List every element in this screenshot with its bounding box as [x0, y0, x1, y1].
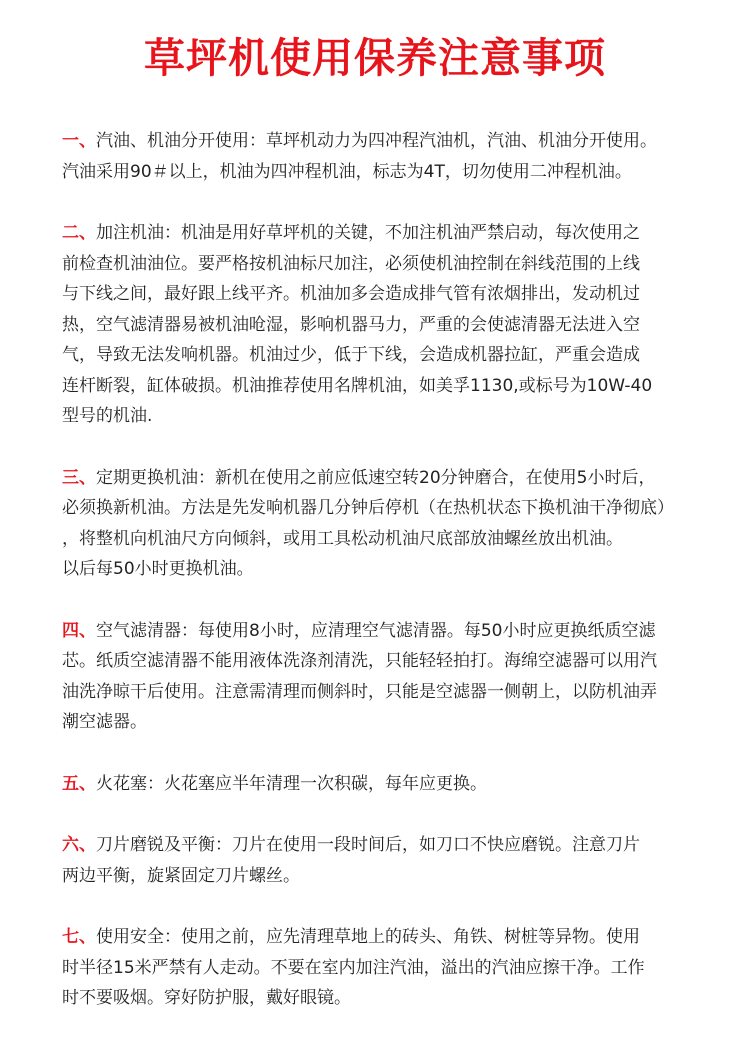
section-number: 二、 [62, 223, 96, 243]
section-7 [62, 922, 702, 1014]
section-line [62, 371, 702, 402]
page-title: 草坪机使用保养注意事项 [144, 34, 606, 82]
section-line [62, 524, 702, 555]
section-line [62, 616, 702, 647]
section-line [62, 249, 702, 280]
section-5 [62, 769, 702, 800]
section-line [62, 953, 702, 984]
section-text: 火花塞：火花塞应半年清理一次积碳，每年应更换。 [96, 773, 487, 794]
section-text: 时半径15米严禁有人走动。不要在室内加注汽油，溢出的汽油应擦干净。工作 [62, 957, 645, 978]
section-line [62, 861, 702, 892]
section-text: 热，空气滤清器易被机油呛湿，影响机器马力，严重的会使滤清器无法进入空 [62, 314, 640, 335]
content-body [62, 126, 702, 1045]
section-text: 与下线之间，最好跟上线平齐。机油加多会造成排气管有浓烟排出，发动机过 [62, 284, 640, 304]
section-text: 型号的机油. [62, 406, 153, 426]
section-2 [62, 218, 702, 432]
section-line [62, 983, 702, 1014]
section-line [62, 126, 702, 157]
section-text: 油洗净晾干后使用。注意需清理而侧斜时，只能是空滤器一侧朝上，以防机油弄 [62, 681, 657, 702]
section-text: 必须换新机油。方法是先发响机器几分钟后停机（在热机状态下换机油干净彻底） [62, 498, 674, 518]
section-text: 汽油采用90＃以上，机油为四冲程机油，标志为4T，切勿使用二冲程机油。 [62, 161, 632, 182]
section-number: 五、 [62, 773, 96, 794]
section-line [62, 279, 702, 310]
section-text: 芯。纸质空滤清器不能用液体洗涤剂清洗，只能轻轻拍打。海绵空滤器可以用汽 [62, 651, 657, 671]
section-text: 刀片磨锐及平衡：刀片在使用一段时间后，如刀口不快应磨锐。注意刀片 [96, 835, 640, 855]
section-line [62, 769, 702, 800]
section-line [62, 401, 702, 432]
section-text: ，将整机向机油尺方向倾斜，或用工具松动机油尺底部放油螺丝放出机油。 [62, 528, 623, 549]
section-number: 六、 [62, 835, 96, 855]
section-number: 四、 [62, 620, 96, 641]
section-line [62, 707, 702, 738]
section-text: 以后每50小时更换机油。 [62, 559, 254, 579]
section-line [62, 493, 702, 524]
section-line [62, 922, 702, 953]
section-4 [62, 616, 702, 738]
section-6 [62, 830, 702, 891]
section-line [62, 463, 702, 494]
section-line [62, 677, 702, 708]
section-line [62, 218, 702, 249]
section-line [62, 830, 702, 861]
section-3 [62, 463, 702, 585]
section-line [62, 554, 702, 585]
section-line [62, 340, 702, 371]
section-text: 加注机油：机油是用好草坪机的关键，不加注机油严禁启动，每次使用之 [96, 223, 640, 243]
section-text: 前检查机油油位。要严格按机油标尺加注，必须使机油控制在斜线范围的上线 [62, 253, 640, 274]
section-number: 三、 [62, 467, 96, 488]
section-text: 气，导致无法发响机器。机油过少，低于下线，会造成机器拉缸，严重会造成 [62, 345, 640, 365]
section-text: 使用安全：使用之前，应先清理草地上的砖头、角铁、树桩等异物。使用 [96, 927, 640, 947]
section-line [62, 646, 702, 677]
section-text: 时不要吸烟。穿好防护服，戴好眼镜。 [62, 988, 351, 1008]
section-text: 空气滤清器：每使用8小时，应清理空气滤清器。每50小时应更换纸质空滤 [96, 620, 656, 641]
section-line [62, 157, 702, 188]
section-text: 汽油、机油分开使用：草坪机动力为四冲程汽油机，汽油、机油分开使用。 [96, 131, 657, 151]
section-text: 潮空滤器。 [62, 712, 147, 732]
section-text: 连杆断裂，缸体破损。机油推荐使用名牌机油，如美孚1130,或标号为10W-40 [62, 375, 653, 396]
section-number: 一、 [62, 131, 96, 151]
section-number: 七、 [62, 927, 96, 947]
section-text: 两边平衡，旋紧固定刀片螺丝。 [62, 865, 300, 886]
section-1 [62, 126, 702, 187]
section-text: 定期更换机油：新机在使用之前应低速空转20分钟磨合，在使用5小时后， [96, 467, 656, 488]
section-line [62, 310, 702, 341]
